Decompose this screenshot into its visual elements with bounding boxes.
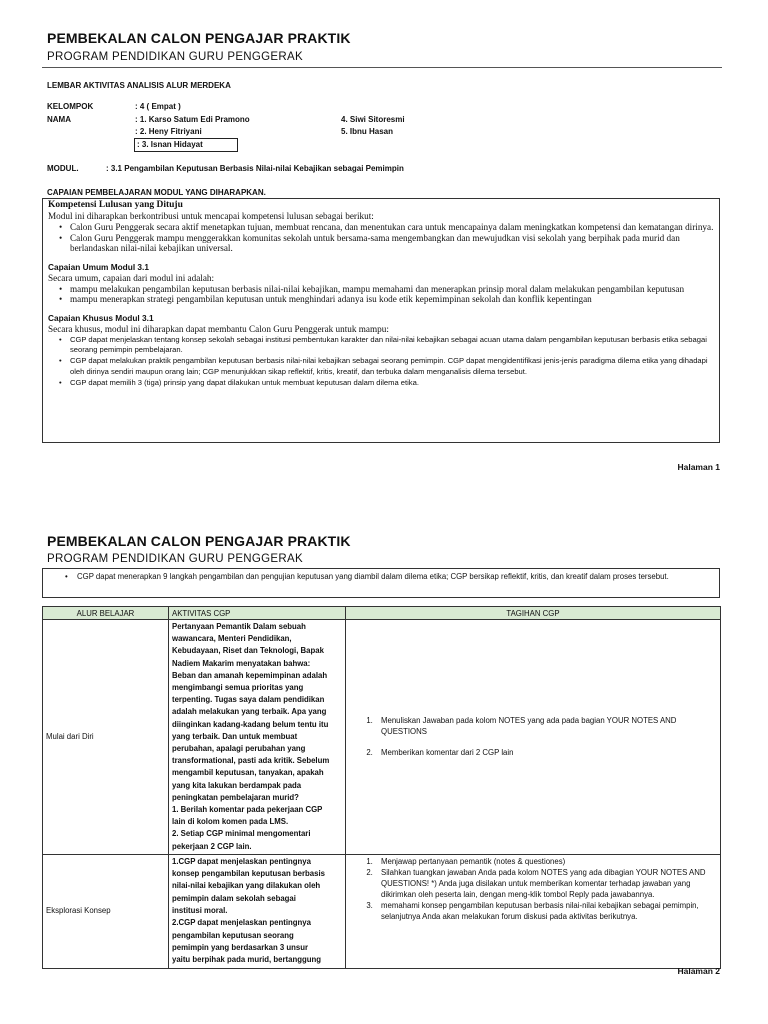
list-item: 1. Menuliskan Jawaban pada kolom NOTES yang ada pada bagian YOUR NOTES AND QUESTIONS xyxy=(375,715,717,737)
list-item: 3. memahami konsep pengambilan keputusan berbasis nilai-nilai kebajikan sebagai pemimpin, selanjutnya Anda akan melakukan forum diskusi pada aktivitas berikutnya. xyxy=(375,900,717,922)
column-header-aktivitas: AKTIVITAS CGP xyxy=(169,607,346,620)
list-item: • mampu menerapkan strategi pengambilan keputusan untuk menghindari adanya isu kode etik kepemimpinan sekolah dan konflik kepentingan xyxy=(70,294,714,305)
umum-title: Capaian Umum Modul 3.1 xyxy=(48,261,149,272)
modul-value: : 3.1 Pengambilan Keputusan Berbasis Nilai-nilai Kebajikan sebagai Pemimpin xyxy=(106,164,404,173)
list-item: • CGP dapat memilih 3 (tiga) prinsip yang dapat dilakukan untuk membuat keputusan dalam dilema etika. xyxy=(70,378,714,389)
list-item: • Calon Guru Penggerak secara aktif menetapkan tujuan, membuat rencana, dan menentukan cara untuk mencapainya dalam meningkatkan kompetensi dan kematangan dirinya. xyxy=(70,222,714,233)
modul-label: MODUL. xyxy=(47,164,79,173)
list-item: • CGP dapat menjelaskan tentang konsep sekolah sebagai institusi pembentukan karakter dan nilai-nilai kebajikan sebagai acuan utama dalam pengambilan keputusan berbasis etika sebagai seorang pemimpin pembelajaran. xyxy=(70,335,714,357)
page-title: PEMBEKALAN CALON PENGAJAR PRAKTIK xyxy=(47,533,351,549)
kompetensi-intro: Modul ini diharapkan berkontribusi untuk mencapai kompetensi lulusan sebagai berikut: xyxy=(48,211,374,221)
page-subtitle: PROGRAM PENDIDIKAN GURU PENGGERAK xyxy=(47,553,303,565)
tagihan-cell xyxy=(346,854,721,968)
aktivitas-cell: Pertanyaan Pemantik Dalam sebuah wawancara, Menteri Pendidikan, Kebudayaan, Riset dan Teknologi, Bapak Nadiem Makarim menyatakan bahwa: Beban dan amanah kepemimpinan adalah mengimbangi semua prioritas yang terpenting. Tugas saya dalam pendidikan adalah melakukan yang terbaik. Apa yang diinginkan kadang-kadang belum tentu itu yang terbaik. Dan untuk membuat perubahan, apalagi perubahan yang transformational, pasti ada kritik. Sebelum mengambil keputusan, tanyakan, apakah yang kita lakukan berdampak pada peningkatan pembelajaran murid? 1. Berilah komentar pada pekerjaan CGP lain di kolom komen pada LMS. 2. Setiap CGP minimal mengomentari pekerjaan 2 CGP lain. xyxy=(169,620,346,855)
page-subtitle: PROGRAM PENDIDIKAN GURU PENGGERAK xyxy=(47,51,303,63)
umum-list xyxy=(70,284,714,305)
continued-capaian-box xyxy=(42,568,720,598)
list-item: 1. Menjawap pertanyaan pemantik (notes & questiones) xyxy=(375,856,717,867)
khusus-list xyxy=(70,335,714,389)
header-divider xyxy=(42,67,722,68)
table-row xyxy=(43,620,721,855)
tagihan-list xyxy=(375,856,717,922)
umum-intro: Secara umum, capaian dari modul ini adalah: xyxy=(48,272,215,283)
document-page-1 xyxy=(0,0,768,500)
sheet-title: LEMBAR AKTIVITAS ANALISIS ALUR MERDEKA xyxy=(47,81,231,90)
list-item: 2. Silahkan tuangkan jawaban Anda pada kolom NOTES yang ada dibagian YOUR NOTES AND QUESTIONS! *) Anda juga disilakan untuk memberikan komentar terhadap jawaban yang dikirimkan oleh peserta lain, dengan meng-klik tombol Reply pada jawabannya. xyxy=(375,867,717,900)
nama-label: NAMA xyxy=(47,115,71,124)
capaian-heading: CAPAIAN PEMBELAJARAN MODUL YANG DIHARAPKAN. xyxy=(47,188,266,197)
column-header-alur: ALUR BELAJAR xyxy=(43,607,169,620)
name-5: 5. Ibnu Hasan xyxy=(341,127,394,136)
page-number: Halaman 1 xyxy=(677,462,720,472)
tagihan-cell xyxy=(346,620,721,855)
alur-cell: Mulai dari Diri xyxy=(43,620,169,855)
kelompok-label: KELOMPOK xyxy=(47,102,94,111)
alur-cell: Eksplorasi Konsep xyxy=(43,854,169,968)
capaian-box xyxy=(42,198,720,443)
column-header-tagihan: TAGIHAN CGP xyxy=(346,607,721,620)
document-page-2 xyxy=(0,500,768,1024)
khusus-title: Capaian Khusus Modul 3.1 xyxy=(48,312,154,323)
kelompok-value: : 4 ( Empat ) xyxy=(135,102,181,111)
list-item: • Calon Guru Penggerak mampu menggerakkan komunitas sekolah untuk bersama-sama mengembangkan dan mewujudkan visi sekolah yang berpihak pada murid dan berlandaskan nilai-nilai kebajikan universal. xyxy=(70,233,714,254)
page-title: PEMBEKALAN CALON PENGAJAR PRAKTIK xyxy=(47,30,351,46)
table-header-row xyxy=(43,607,721,620)
name-1: : 1. Karso Satum Edi Pramono xyxy=(135,115,250,124)
list-item: • CGP dapat melakukan praktik pengambilan keputusan berbasis nilai-nilai kebajikan sebagai seorang pemimpin. CGP dapat mengidentifikasi jenis-jenis paradigma dilema etika yang dihadapi oleh dirinya sendiri maupun orang lain; CGP menunjukkan sikap reflektif, kritis, kreatif, dan terbuka dalam menganalisis dilema tersebut. xyxy=(70,356,714,378)
khusus-intro: Secara khusus, modul ini diharapkan dapat membantu Calon Guru Penggerak untuk mampu: xyxy=(48,323,389,334)
kompetensi-list xyxy=(70,222,714,254)
name-2: : 2. Heny Fitriyani xyxy=(135,127,202,136)
list-item: • CGP dapat menerapkan 9 langkah pengambilan dan pengujian keputusan yang diambil dalam dilema etika; CGP bersikap reflektif, kritis, dan kreatif dalam proses tersebut. xyxy=(77,571,714,583)
table-row xyxy=(43,854,721,968)
aktivitas-cell: 1.CGP dapat menjelaskan pentingnya konsep pengambilan keputusan berbasis nilai-nilai kebajikan yang dilakukan oleh pemimpin dalam sekolah sebagai institusi moral. 2.CGP dapat menjelaskan pentingnya pengambilan keputusan seorang pemimpin yang berdasarkan 3 unsur yaitu berpihak pada murid, bertanggung xyxy=(169,854,346,968)
name-3-highlight: : 3. Isnan Hidayat xyxy=(134,138,238,152)
page-number: Halaman 2 xyxy=(677,966,720,976)
kompetensi-title: Kompetensi Lulusan yang Dituju xyxy=(48,200,183,210)
list-item: • mampu melakukan pengambilan keputusan berbasis nilai-nilai kebajikan, mampu memahami dan menerapkan prinsip moral dalam melakukan pengambilan keputusan xyxy=(70,284,714,295)
name-4: 4. Siwi Sitoresmi xyxy=(341,115,405,124)
tagihan-list xyxy=(375,715,717,758)
activity-table xyxy=(42,606,721,969)
list-item: 2. Memberikan komentar dari 2 CGP lain xyxy=(375,747,717,758)
